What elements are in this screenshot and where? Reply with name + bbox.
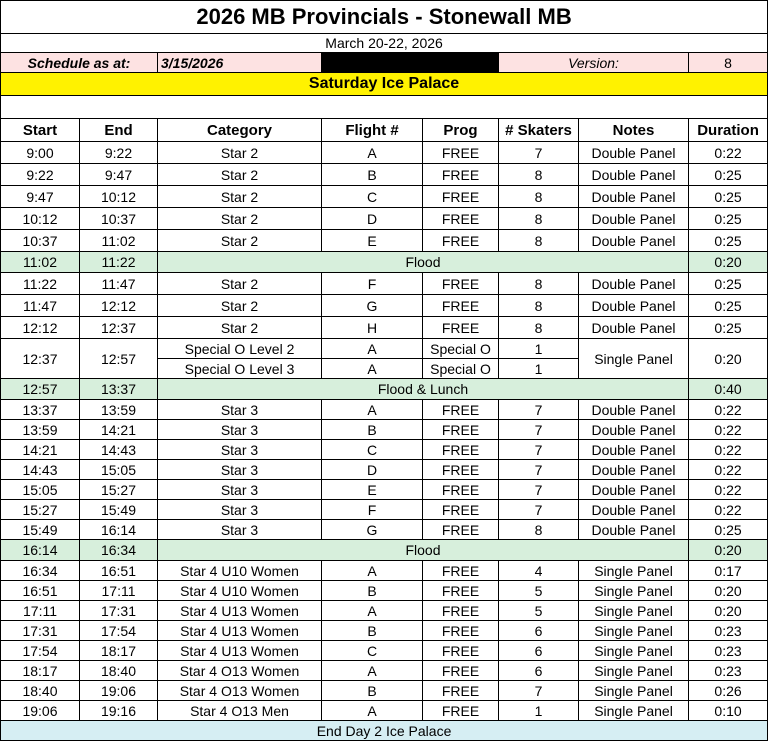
table-row (1, 601, 768, 621)
cell-flight: A (322, 561, 423, 581)
cell-prog: FREE (423, 681, 499, 701)
cell-prog: FREE (423, 460, 499, 480)
table-row (1, 701, 768, 721)
table-row (1, 164, 768, 186)
cell-duration: 0:23 (689, 621, 768, 641)
cell-start: 18:17 (1, 661, 80, 681)
cell-end: 15:05 (80, 460, 158, 480)
table-row (1, 561, 768, 581)
cell-prog: FREE (423, 440, 499, 460)
cell-category: Star 2 (158, 186, 322, 208)
cell-category: Star 3 (158, 480, 322, 500)
cell-start: 15:49 (1, 520, 80, 540)
cell-notes: Double Panel (579, 273, 689, 295)
cell-skaters: 1 (499, 339, 579, 359)
cell-start: 17:54 (1, 641, 80, 661)
cell-category: Star 3 (158, 520, 322, 540)
cell-prog: FREE (423, 500, 499, 520)
cell-skaters: 6 (499, 661, 579, 681)
cell-end: 13:59 (80, 400, 158, 420)
cell-end: 15:49 (80, 500, 158, 520)
cell-flight: A (322, 142, 423, 164)
cell-end: 17:54 (80, 621, 158, 641)
table-row (1, 460, 768, 480)
cell-notes: Double Panel (579, 186, 689, 208)
cell-end: 12:12 (80, 295, 158, 317)
cell-duration: 0:25 (689, 208, 768, 230)
cell-start: 15:27 (1, 500, 80, 520)
flood-label: Flood (158, 252, 689, 273)
page-title: 2026 MB Provincials - Stonewall MB (1, 1, 768, 34)
cell-prog: FREE (423, 520, 499, 540)
cell-category: Star 2 (158, 230, 322, 252)
cell-duration: 0:25 (689, 295, 768, 317)
table-row (1, 500, 768, 520)
cell-end: 11:02 (80, 230, 158, 252)
cell-end: 19:16 (80, 701, 158, 721)
cell-notes: Double Panel (579, 440, 689, 460)
cell-prog: FREE (423, 142, 499, 164)
table-row (1, 400, 768, 420)
flood-row (1, 379, 768, 400)
cell-category: Star 2 (158, 208, 322, 230)
cell-skaters: 7 (499, 420, 579, 440)
end-day-label: End Day 2 Ice Palace (1, 721, 768, 741)
cell-skaters: 5 (499, 601, 579, 621)
cell-skaters: 1 (499, 701, 579, 721)
cell-skaters: 7 (499, 460, 579, 480)
cell-category: Star 4 U10 Women (158, 561, 322, 581)
cell-start: 14:43 (1, 460, 80, 480)
cell-flight: B (322, 621, 423, 641)
cell-notes: Double Panel (579, 317, 689, 339)
table-row (1, 230, 768, 252)
cell-skaters: 8 (499, 208, 579, 230)
cell-end: 12:37 (80, 317, 158, 339)
cell-end: 16:51 (80, 561, 158, 581)
cell-prog: FREE (423, 661, 499, 681)
cell-prog: FREE (423, 317, 499, 339)
cell-notes: Double Panel (579, 500, 689, 520)
header-duration: Duration (689, 119, 768, 142)
cell-flight: C (322, 641, 423, 661)
cell-duration: 0:20 (689, 601, 768, 621)
cell-duration: 0:22 (689, 420, 768, 440)
cell-duration: 0:23 (689, 661, 768, 681)
flood-label: Flood (158, 540, 689, 561)
cell-notes: Double Panel (579, 230, 689, 252)
cell-duration: 0:10 (689, 701, 768, 721)
cell-skaters: 6 (499, 621, 579, 641)
schedule-label: Schedule as at: (1, 53, 158, 73)
cell-notes: Single Panel (579, 581, 689, 601)
cell-skaters: 8 (499, 273, 579, 295)
cell-duration: 0:22 (689, 480, 768, 500)
cell-flight: G (322, 520, 423, 540)
cell-flight: B (322, 164, 423, 186)
cell-end: 10:12 (80, 186, 158, 208)
table-row (1, 581, 768, 601)
cell-duration: 0:25 (689, 230, 768, 252)
flood-duration: 0:20 (689, 540, 768, 561)
cell-skaters: 1 (499, 359, 579, 379)
cell-flight: A (322, 661, 423, 681)
cell-prog: FREE (423, 400, 499, 420)
table-row (1, 520, 768, 540)
table-row (1, 621, 768, 641)
cell-end: 11:47 (80, 273, 158, 295)
cell-prog: FREE (423, 186, 499, 208)
cell-category: Special O Level 3 (158, 359, 322, 379)
cell-notes: Double Panel (579, 142, 689, 164)
table-row (1, 186, 768, 208)
cell-notes: Single Panel (579, 339, 689, 379)
cell-start: 9:00 (1, 142, 80, 164)
cell-category: Star 4 U13 Women (158, 641, 322, 661)
cell-end: 15:27 (80, 480, 158, 500)
cell-skaters: 7 (499, 681, 579, 701)
version-label: Version: (499, 53, 689, 73)
cell-flight: G (322, 295, 423, 317)
cell-prog: FREE (423, 230, 499, 252)
cell-duration: 0:25 (689, 317, 768, 339)
cell-duration: 0:22 (689, 440, 768, 460)
cell-category: Star 2 (158, 295, 322, 317)
cell-duration: 0:23 (689, 641, 768, 661)
cell-category: Star 4 O13 Women (158, 681, 322, 701)
cell-category: Star 2 (158, 142, 322, 164)
flood-row (1, 540, 768, 561)
cell-duration: 0:22 (689, 142, 768, 164)
cell-skaters: 7 (499, 500, 579, 520)
table-row (1, 420, 768, 440)
cell-start: 13:59 (1, 420, 80, 440)
cell-prog: FREE (423, 641, 499, 661)
cell-skaters: 7 (499, 400, 579, 420)
header-row (1, 119, 768, 142)
cell-notes: Single Panel (579, 661, 689, 681)
cell-notes: Single Panel (579, 681, 689, 701)
cell-notes: Double Panel (579, 400, 689, 420)
cell-notes: Double Panel (579, 420, 689, 440)
cell-start: 13:37 (1, 400, 80, 420)
flood-label: Flood & Lunch (158, 379, 689, 400)
cell-skaters: 4 (499, 561, 579, 581)
cell-prog: FREE (423, 208, 499, 230)
cell-flight: A (322, 701, 423, 721)
cell-skaters: 8 (499, 186, 579, 208)
flood-end: 11:22 (80, 252, 158, 273)
cell-duration: 0:20 (689, 581, 768, 601)
flood-start: 12:57 (1, 379, 80, 400)
cell-start: 16:51 (1, 581, 80, 601)
cell-flight: E (322, 480, 423, 500)
schedule-date: 3/15/2026 (158, 53, 322, 73)
cell-start: 18:40 (1, 681, 80, 701)
header-prog: Prog (423, 119, 499, 142)
flood-start: 11:02 (1, 252, 80, 273)
table-row (1, 273, 768, 295)
cell-end: 16:14 (80, 520, 158, 540)
cell-prog: FREE (423, 621, 499, 641)
cell-start: 10:37 (1, 230, 80, 252)
cell-prog: Special O (423, 339, 499, 359)
cell-end: 10:37 (80, 208, 158, 230)
cell-notes: Single Panel (579, 621, 689, 641)
table-row (1, 681, 768, 701)
cell-notes: Double Panel (579, 520, 689, 540)
header-start: Start (1, 119, 80, 142)
flood-duration: 0:40 (689, 379, 768, 400)
cell-category: Star 2 (158, 164, 322, 186)
cell-flight: F (322, 273, 423, 295)
cell-duration: 0:26 (689, 681, 768, 701)
header-category: Category (158, 119, 322, 142)
venue-title: Saturday Ice Palace (1, 73, 768, 96)
cell-notes: Single Panel (579, 641, 689, 661)
cell-end: 14:21 (80, 420, 158, 440)
cell-prog: Special O (423, 359, 499, 379)
table-row (1, 295, 768, 317)
cell-start: 15:05 (1, 480, 80, 500)
cell-prog: FREE (423, 601, 499, 621)
cell-category: Star 4 U13 Women (158, 601, 322, 621)
cell-start: 17:11 (1, 601, 80, 621)
cell-flight: C (322, 440, 423, 460)
cell-category: Special O Level 2 (158, 339, 322, 359)
flood-end: 13:37 (80, 379, 158, 400)
cell-notes: Single Panel (579, 701, 689, 721)
cell-prog: FREE (423, 561, 499, 581)
cell-skaters: 7 (499, 480, 579, 500)
cell-duration: 0:20 (689, 339, 768, 379)
cell-category: Star 4 U10 Women (158, 581, 322, 601)
table-row (1, 339, 768, 359)
cell-notes: Double Panel (579, 295, 689, 317)
cell-duration: 0:25 (689, 520, 768, 540)
cell-skaters: 8 (499, 317, 579, 339)
flood-start: 16:14 (1, 540, 80, 561)
cell-start: 14:21 (1, 440, 80, 460)
cell-flight: C (322, 186, 423, 208)
cell-notes: Single Panel (579, 561, 689, 581)
cell-flight: F (322, 500, 423, 520)
cell-flight: A (322, 601, 423, 621)
cell-skaters: 8 (499, 230, 579, 252)
cell-notes: Double Panel (579, 480, 689, 500)
cell-category: Star 4 O13 Men (158, 701, 322, 721)
cell-flight: A (322, 339, 423, 359)
table-row (1, 661, 768, 681)
table-row (1, 142, 768, 164)
cell-flight: B (322, 681, 423, 701)
cell-skaters: 5 (499, 581, 579, 601)
cell-category: Star 2 (158, 317, 322, 339)
flood-duration: 0:20 (689, 252, 768, 273)
cell-start: 11:22 (1, 273, 80, 295)
cell-start: 12:37 (1, 339, 80, 379)
cell-duration: 0:25 (689, 186, 768, 208)
cell-flight: D (322, 460, 423, 480)
table-row (1, 208, 768, 230)
cell-category: Star 3 (158, 440, 322, 460)
cell-duration: 0:22 (689, 460, 768, 480)
cell-category: Star 2 (158, 273, 322, 295)
cell-flight: D (322, 208, 423, 230)
blank-row (1, 96, 768, 119)
cell-notes: Double Panel (579, 208, 689, 230)
cell-start: 11:47 (1, 295, 80, 317)
cell-flight: A (322, 400, 423, 420)
cell-flight: H (322, 317, 423, 339)
cell-flight: E (322, 230, 423, 252)
cell-end: 12:57 (80, 339, 158, 379)
cell-skaters: 8 (499, 520, 579, 540)
cell-duration: 0:22 (689, 500, 768, 520)
flood-end: 16:34 (80, 540, 158, 561)
cell-skaters: 8 (499, 164, 579, 186)
cell-category: Star 3 (158, 400, 322, 420)
cell-start: 16:34 (1, 561, 80, 581)
cell-flight: B (322, 420, 423, 440)
header-notes: Notes (579, 119, 689, 142)
header-end: End (80, 119, 158, 142)
cell-notes: Double Panel (579, 460, 689, 480)
table-row (1, 440, 768, 460)
cell-duration: 0:17 (689, 561, 768, 581)
cell-skaters: 8 (499, 295, 579, 317)
cell-notes: Double Panel (579, 164, 689, 186)
cell-category: Star 4 O13 Women (158, 661, 322, 681)
cell-category: Star 4 U13 Women (158, 621, 322, 641)
cell-prog: FREE (423, 273, 499, 295)
header-flight: Flight # (322, 119, 423, 142)
cell-prog: FREE (423, 480, 499, 500)
cell-flight: A (322, 359, 423, 379)
cell-end: 18:40 (80, 661, 158, 681)
cell-prog: FREE (423, 581, 499, 601)
cell-duration: 0:25 (689, 273, 768, 295)
header-skaters: # Skaters (499, 119, 579, 142)
cell-prog: FREE (423, 420, 499, 440)
cell-duration: 0:22 (689, 400, 768, 420)
cell-end: 9:47 (80, 164, 158, 186)
cell-category: Star 3 (158, 460, 322, 480)
cell-start: 19:06 (1, 701, 80, 721)
cell-prog: FREE (423, 164, 499, 186)
table-row (1, 480, 768, 500)
blackout-cell (322, 53, 499, 73)
version-value: 8 (689, 53, 768, 73)
cell-start: 10:12 (1, 208, 80, 230)
cell-end: 17:31 (80, 601, 158, 621)
table-row (1, 317, 768, 339)
cell-category: Star 3 (158, 500, 322, 520)
cell-category: Star 3 (158, 420, 322, 440)
event-dates: March 20-22, 2026 (1, 34, 768, 53)
cell-end: 17:11 (80, 581, 158, 601)
cell-start: 9:22 (1, 164, 80, 186)
table-row (1, 641, 768, 661)
cell-skaters: 7 (499, 142, 579, 164)
cell-notes: Single Panel (579, 601, 689, 621)
cell-end: 9:22 (80, 142, 158, 164)
cell-duration: 0:25 (689, 164, 768, 186)
cell-start: 12:12 (1, 317, 80, 339)
cell-skaters: 7 (499, 440, 579, 460)
cell-prog: FREE (423, 295, 499, 317)
flood-row (1, 252, 768, 273)
cell-skaters: 6 (499, 641, 579, 661)
cell-start: 9:47 (1, 186, 80, 208)
cell-prog: FREE (423, 701, 499, 721)
cell-end: 19:06 (80, 681, 158, 701)
cell-end: 14:43 (80, 440, 158, 460)
cell-flight: B (322, 581, 423, 601)
cell-end: 18:17 (80, 641, 158, 661)
cell-start: 17:31 (1, 621, 80, 641)
